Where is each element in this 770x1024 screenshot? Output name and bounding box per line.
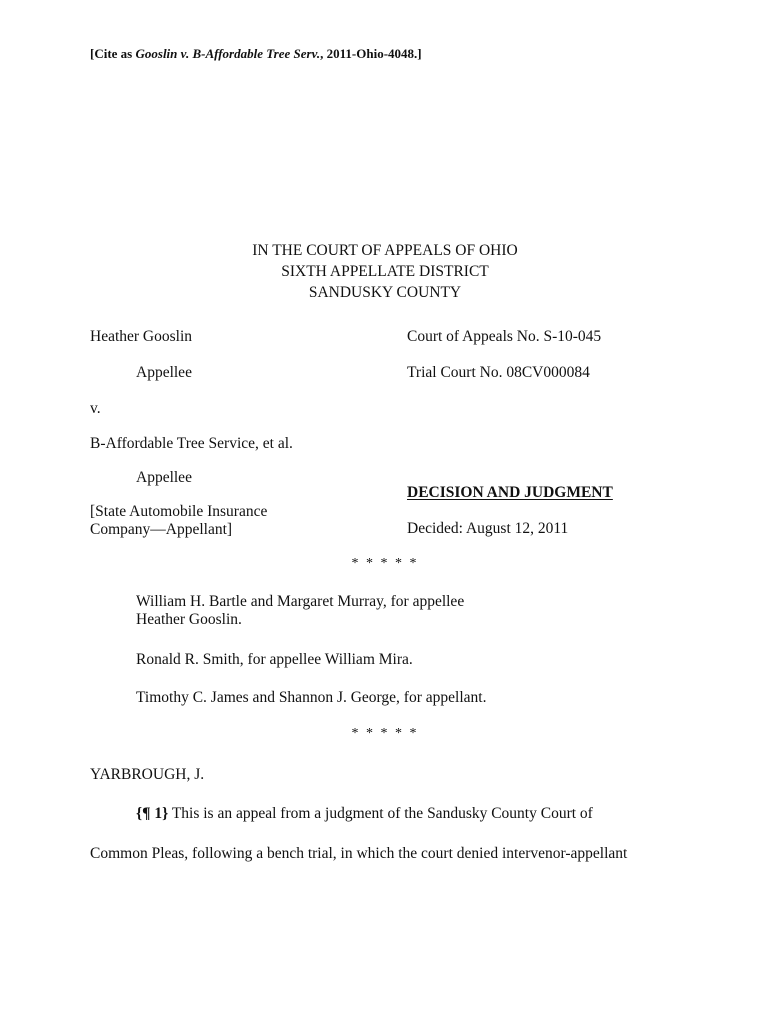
separator-bottom: * * * * *	[351, 726, 419, 741]
decided-date: Decided: August 12, 2011	[407, 520, 569, 537]
counsel-line-2: Ronald R. Smith, for appellee William Mira.	[136, 651, 413, 668]
citation-case-name: Gooslin v. B-Affordable Tree Serv.	[135, 46, 321, 61]
trial-case-number: Trial Court No. 08CV000084	[407, 364, 590, 381]
citation-prefix: [Cite as	[90, 46, 136, 61]
appeals-case-number: Court of Appeals No. S-10-045	[407, 328, 602, 345]
defendant-name: B-Affordable Tree Service, et al.	[90, 435, 293, 452]
paragraph-1-line-1	[136, 805, 593, 823]
judge-name: YARBROUGH, J.	[90, 766, 205, 783]
plaintiff-role: Appellee	[136, 364, 192, 381]
court-district: SIXTH APPELLATE DISTRICT	[281, 263, 489, 280]
court-county: SANDUSKY COUNTY	[308, 284, 462, 301]
court-header	[0, 240, 770, 303]
intervenor-line-1: [State Automobile Insurance	[90, 503, 268, 520]
paragraph-marker: {¶ 1}	[136, 805, 169, 822]
plaintiff-name: Heather Gooslin	[90, 328, 193, 345]
versus-label: v.	[90, 400, 101, 417]
counsel-line-1b: Heather Gooslin.	[136, 611, 242, 628]
citation-line	[90, 46, 422, 62]
citation-suffix: , 2011-Ohio-4048.]	[320, 46, 422, 61]
counsel-line-1a: William H. Bartle and Margaret Murray, for appellee	[136, 593, 465, 610]
defendant-role: Appellee	[136, 469, 192, 486]
intervenor-line-2: Company—Appellant]	[90, 521, 233, 538]
separator-top: * * * * *	[351, 556, 419, 571]
decision-heading: DECISION AND JUDGMENT	[407, 484, 613, 501]
court-name: IN THE COURT OF APPEALS OF OHIO	[252, 242, 518, 259]
counsel-line-3: Timothy C. James and Shannon J. George, for appellant.	[136, 689, 487, 706]
paragraph-1-text: This is an appeal from a judgment of the Sandusky County Court of	[168, 805, 593, 822]
paragraph-1-line-2: Common Pleas, following a bench trial, in which the court denied intervenor-appellant	[90, 845, 628, 862]
